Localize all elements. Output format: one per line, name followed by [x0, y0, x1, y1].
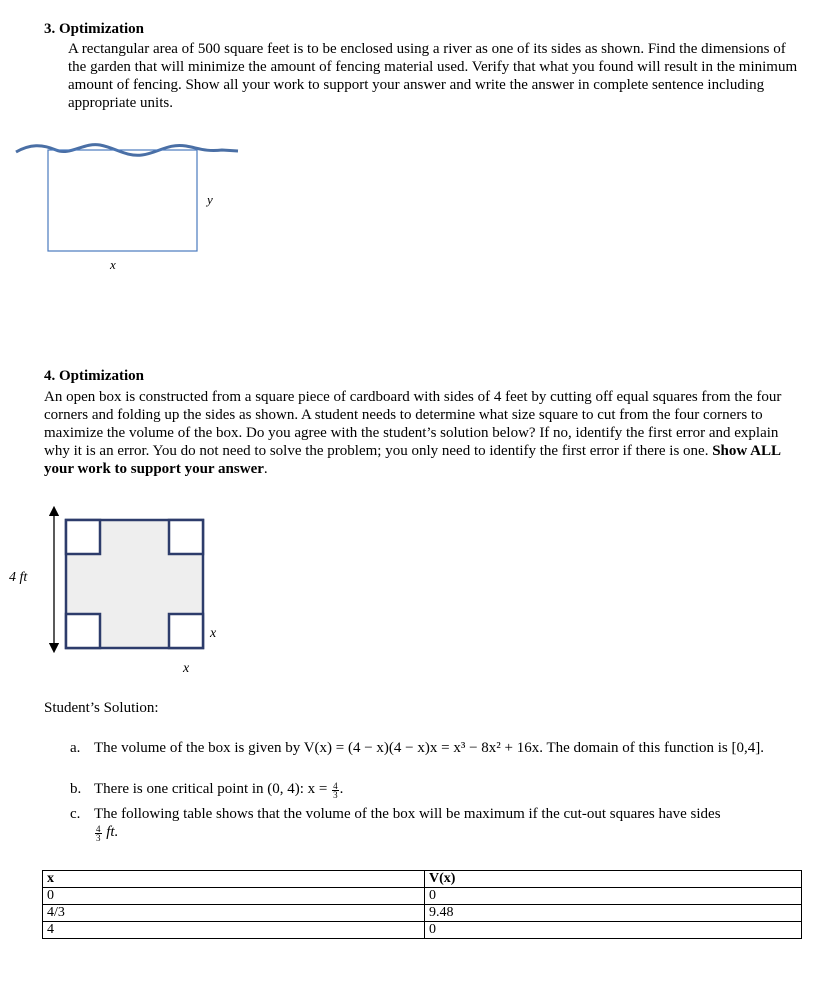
table-row [43, 888, 802, 905]
corner-cutout-top-left [66, 520, 100, 554]
solution-steps: a. The volume of the box is given by V(x) = (4 − x)(4 − x)x = x³ − 8x² + 16x. The domain of this function is [0,4]. b. There is one critical point in (0, 4): x = $\frac{4}{3}$ . c. The following table shows that the volume of the box will be maximum if the cut-out squares have sides $\frac{4}{3}$ ft. [70, 739, 805, 859]
table-cell: 0 [425, 888, 802, 905]
corner-cutout-bottom-right [169, 614, 203, 648]
problem-4-text-bold: Show ALL your work to support your answer [44, 443, 781, 477]
problem-4-text-main: An open box is constructed from a square piece of cardboard with sides of 4 feet by cutting off equal squares from the four corners and folding up the sides as shown. A student needs to determine what size square to cut from the four corners to maximize the volume of the box. Do you agree with the student’s solution below? If no, identify the first error and explain why it is an error. You do not need to solve the problem; you only need to identify the first error if there is one. [44, 389, 782, 459]
problem-3-text: A rectangular area of 500 square feet is to be enclosed using a river as one of its sides as shown. Find the dimensions of the garden that will minimize the amount of fencing material used. Verify that what you found will result in the minimum amount of fencing. Show all your work to support your answer and write the answer in complete sentence including appropriate units. [68, 41, 798, 111]
step-a-text: The volume of the box is given by V(x) = (4 − x)(4 − x)x = x³ − 8x² + 16x. The domain of this function is [0,4]. [94, 740, 764, 756]
table-header-x: x [43, 871, 425, 888]
fraction-four-thirds: $\frac{4}{3}$ [333, 781, 338, 800]
table-cell: 4/3 [43, 905, 425, 922]
table-row [43, 905, 802, 922]
step-b-text: There is one critical point in (0, 4): x = [94, 781, 328, 797]
problem-4-number: 4. [44, 368, 56, 384]
fraction-four-thirds-c: $\frac{4}{3}$ [96, 824, 101, 843]
step-c-unit: ft. [106, 824, 119, 840]
side-label-4ft: 4 ft [9, 570, 28, 585]
step-b-label: b. [70, 781, 82, 797]
solution-heading: Student’s Solution: [44, 700, 159, 716]
problem-4-text [44, 388, 806, 478]
problem-3-heading [44, 21, 144, 38]
cardboard-box-diagram [0, 500, 240, 690]
problem-4-title: Optimization [59, 368, 144, 384]
table-cell: 0 [43, 888, 425, 905]
step-a-label: a. [70, 740, 81, 756]
table-header-row [43, 871, 802, 888]
table-header-vx: V(x) [425, 871, 802, 888]
garden-rectangle [48, 150, 197, 251]
table-row [43, 922, 802, 939]
label-x-right: x [210, 626, 217, 641]
river-garden-diagram [0, 130, 260, 280]
step-c-label: c. [70, 806, 81, 822]
problem-3-title: Optimization [59, 21, 144, 37]
problem-4-text-end: . [263, 461, 268, 477]
volume-table [42, 870, 802, 939]
label-x-bottom: x [183, 661, 190, 676]
table-cell: 4 [43, 922, 425, 939]
table-cell: 9.48 [425, 905, 802, 922]
corner-cutout-top-right [169, 520, 203, 554]
table-cell: 0 [425, 922, 802, 939]
problem-4-heading [44, 368, 144, 385]
corner-cutout-bottom-left [66, 614, 100, 648]
step-c-text: The following table shows that the volume of the box will be maximum if the cut-out squares have sides [94, 806, 721, 822]
label-x: x [110, 257, 116, 272]
problem-3-number: 3. [44, 21, 56, 37]
label-y: y [207, 192, 213, 207]
